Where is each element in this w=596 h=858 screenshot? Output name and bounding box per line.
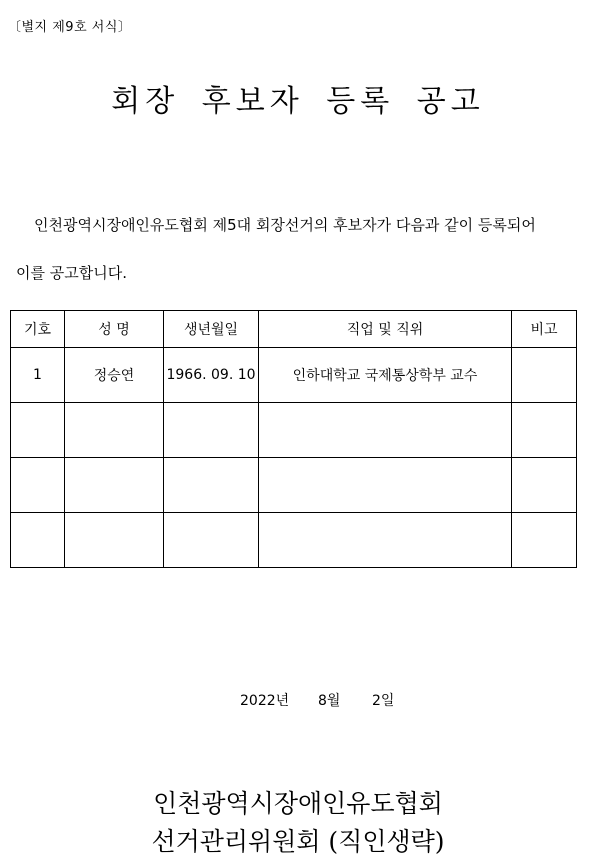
date-day: 2일 — [372, 693, 395, 709]
notice-body-line-2: 이를 공고합니다. — [16, 264, 127, 282]
cell-name — [65, 403, 164, 458]
table-header-row — [11, 311, 577, 348]
cell-birthdate — [164, 458, 259, 513]
table-row — [11, 458, 577, 513]
cell-number: 1 — [11, 348, 65, 403]
cell-name — [65, 458, 164, 513]
cell-remarks — [512, 348, 577, 403]
cell-occupation — [259, 403, 512, 458]
table-row — [11, 513, 577, 568]
cell-name — [65, 513, 164, 568]
cell-number — [11, 403, 65, 458]
form-number: 〔별지 제9호 서식〕 — [8, 20, 132, 35]
header-name: 성 명 — [65, 311, 164, 348]
cell-name: 정승연 — [65, 348, 164, 403]
header-occupation: 직업 및 직위 — [259, 311, 512, 348]
cell-birthdate — [164, 403, 259, 458]
date-year: 2022년 — [240, 693, 290, 709]
cell-birthdate — [164, 513, 259, 568]
table-row — [11, 403, 577, 458]
cell-number — [11, 513, 65, 568]
date-month: 8월 — [318, 693, 341, 709]
organization-name: 인천광역시장애인유도협회 — [153, 789, 443, 818]
page-title: 회장 후보자 등록 공고 — [111, 84, 485, 119]
candidate-table — [10, 310, 577, 568]
notice-body-line-1: 인천광역시장애인유도협회 제5대 회장선거의 후보자가 다음과 같이 등록되어 — [34, 216, 536, 234]
header-number: 기호 — [11, 311, 65, 348]
cell-remarks — [512, 458, 577, 513]
cell-occupation: 인하대학교 국제통상학부 교수 — [259, 348, 512, 403]
header-remarks: 비고 — [512, 311, 577, 348]
header-birthdate: 생년월일 — [164, 311, 259, 348]
cell-number — [11, 458, 65, 513]
cell-birthdate: 1966. 09. 10 — [164, 348, 259, 403]
cell-remarks — [512, 513, 577, 568]
cell-occupation — [259, 513, 512, 568]
committee-name: 선거관리위원회 (직인생략) — [151, 827, 445, 856]
table-row — [11, 348, 577, 403]
cell-remarks — [512, 403, 577, 458]
cell-occupation — [259, 458, 512, 513]
